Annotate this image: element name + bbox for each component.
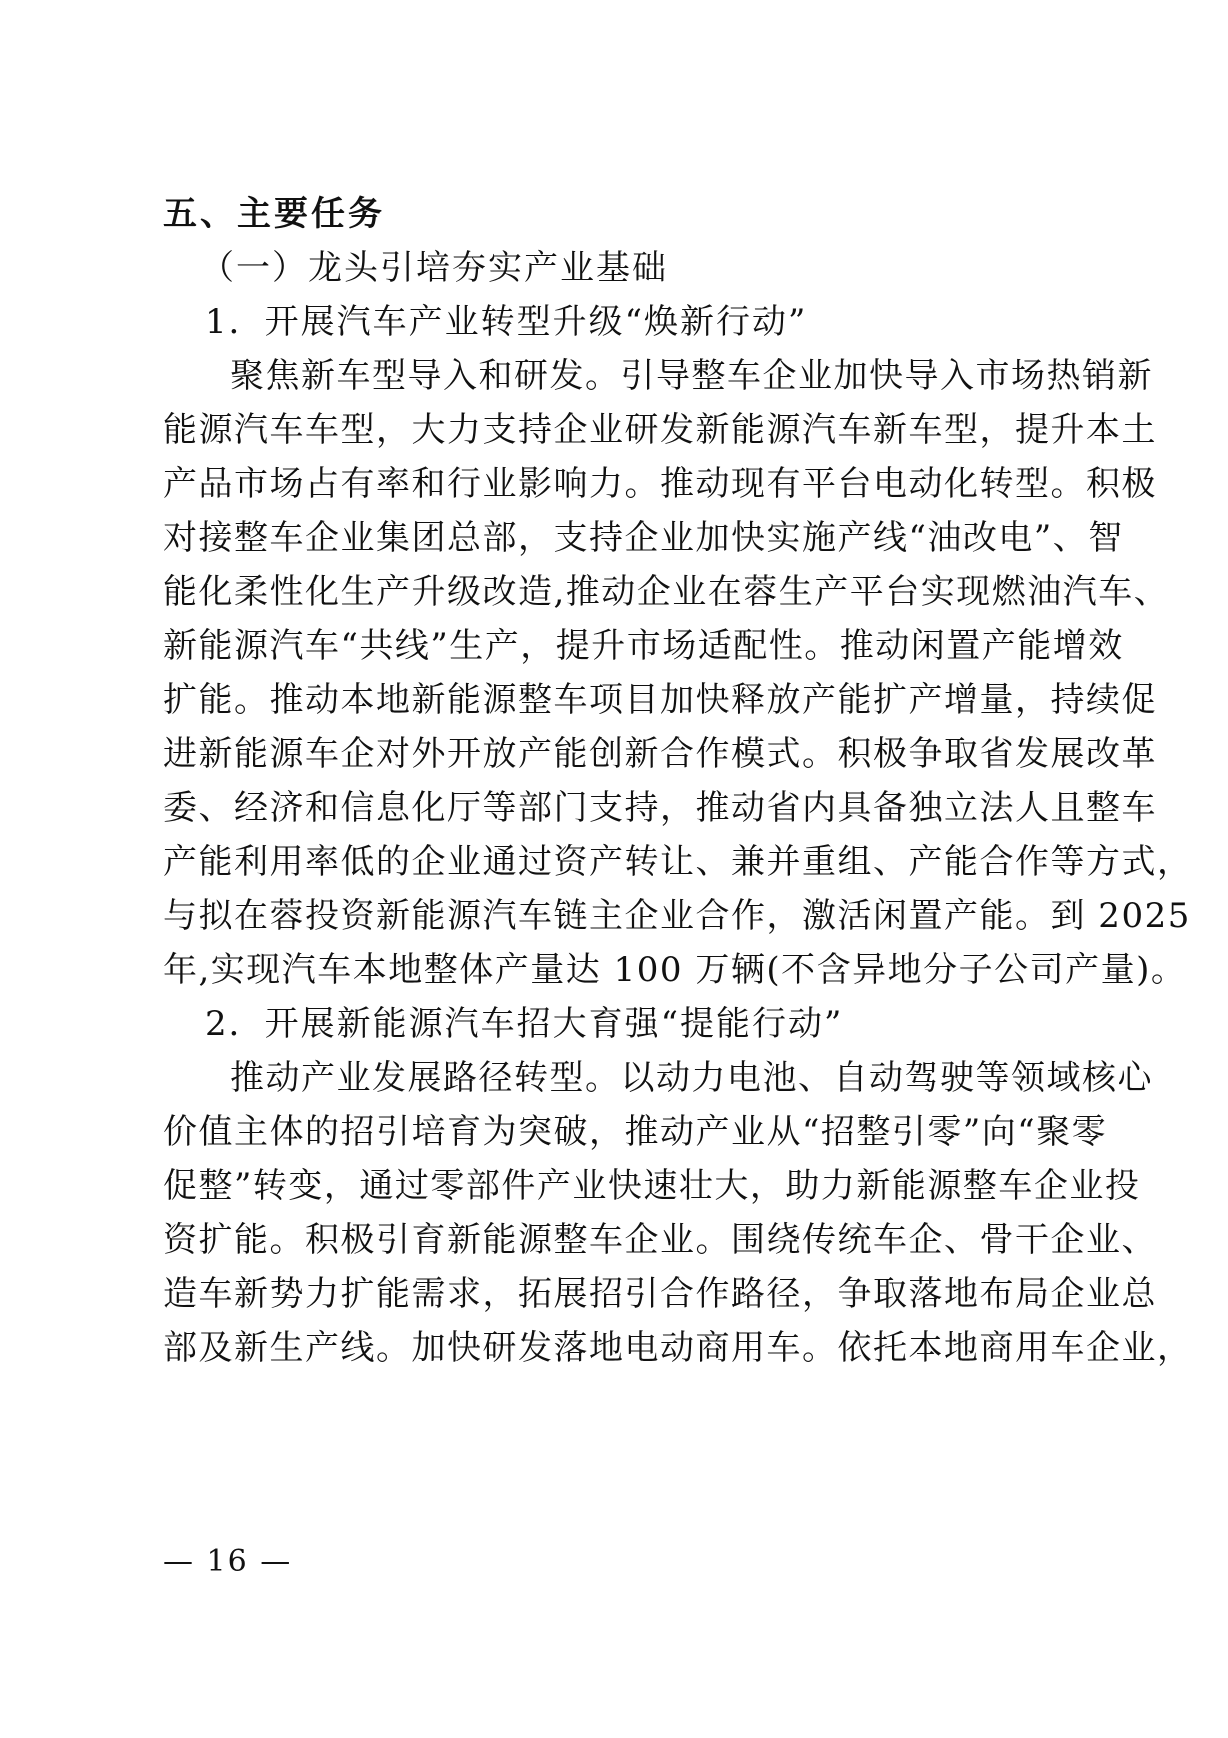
paragraph-2-line: 资扩能。积极引育新能源整车企业。围绕传统车企、骨干企业、 — [163, 1220, 1157, 1260]
paragraph-1-line: 年,实现汽车本地整体产量达 100 万辆(不含异地分子公司产量)。 — [163, 950, 1187, 990]
paragraph-2-line: 部及新生产线。加快研发落地电动商用车。依托本地商用车企业， — [163, 1328, 1193, 1368]
item-heading-1: 1．开展汽车产业转型升级“焕新行动” — [205, 302, 808, 342]
item-heading-2: 2．开展新能源汽车招大育强“提能行动” — [205, 1004, 844, 1044]
paragraph-1-line: 产能利用率低的企业通过资产转让、兼并重组、产能合作等方式， — [163, 842, 1193, 882]
page-number: — 16 — — [163, 1544, 293, 1579]
paragraph-2-line: 价值主体的招引培育为突破，推动产业从“招整引零”向“聚零 — [163, 1112, 1108, 1152]
paragraph-1-line: 能源汽车车型，大力支持企业研发新能源汽车新车型，提升本土 — [163, 410, 1157, 450]
paragraph-2-line: 促整”转变，通过零部件产业快速壮大，助力新能源整车企业投 — [163, 1166, 1141, 1206]
paragraph-1-line: 委、经济和信息化厅等部门支持，推动省内具备独立法人且整车 — [163, 788, 1157, 828]
paragraph-1-line: 对接整车企业集团总部，支持企业加快实施产线“油改电”、智 — [163, 518, 1124, 558]
paragraph-1-line: 聚焦新车型导入和研发。引导整车企业加快导入市场热销新 — [230, 356, 1153, 396]
paragraph-2-line: 造车新势力扩能需求，拓展招引合作路径，争取落地布局企业总 — [163, 1274, 1157, 1314]
paragraph-1-line: 扩能。推动本地新能源整车项目加快释放产能扩产增量，持续促 — [163, 680, 1157, 720]
section-heading: 五、主要任务 — [163, 194, 385, 234]
paragraph-1-line: 与拟在蓉投资新能源汽车链主企业合作，激活闲置产能。到 2025 — [163, 896, 1191, 936]
paragraph-1-line: 新能源汽车“共线”生产，提升市场适配性。推动闲置产能增效 — [163, 626, 1124, 666]
paragraph-2-line: 推动产业发展路径转型。以动力电池、自动驾驶等领域核心 — [230, 1058, 1153, 1098]
subsection-heading: （一）龙头引培夯实产业基础 — [200, 248, 668, 288]
paragraph-1-line: 能化柔性化生产升级改造,推动企业在蓉生产平台实现燃油汽车、 — [163, 572, 1170, 612]
paragraph-1-line: 进新能源车企对外开放产能创新合作模式。积极争取省发展改革 — [163, 734, 1157, 774]
paragraph-1-line: 产品市场占有率和行业影响力。推动现有平台电动化转型。积极 — [163, 464, 1157, 504]
